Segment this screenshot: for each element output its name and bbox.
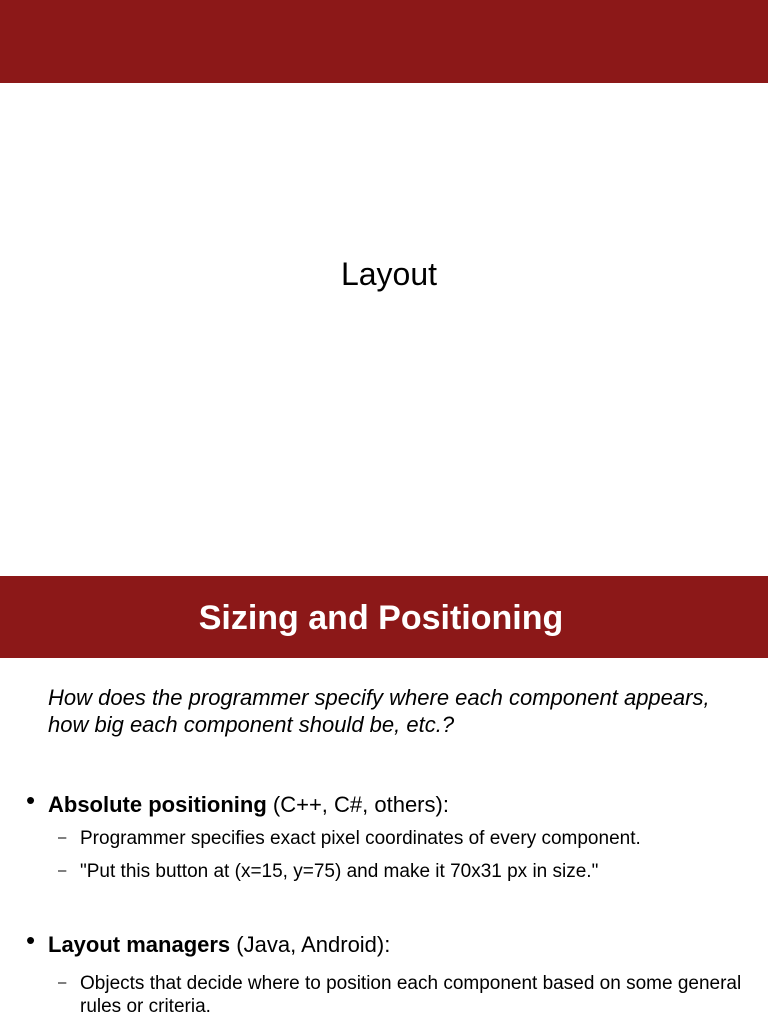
sub-bullet-text: Programmer specifies exact pixel coordinates of every component. [80,828,641,849]
header-band [0,576,768,658]
sub-bullet [58,860,758,883]
slide-title: Sizing and Positioning [198,599,564,637]
slide-title: Layout [340,256,438,292]
intro-question: How does the programmer specify where each component appears, how big each component should be, etc.? [48,685,710,737]
bullet-heading: Absolute positioning [48,792,267,817]
sub-bullet [58,972,758,1018]
bullet-text [48,792,449,817]
bullet-layout-managers [26,925,756,960]
title-band [0,0,768,83]
sub-bullet-text: "Put this button at (x=15, y=75) and make it 70x31 px in size." [80,861,599,882]
dash-icon: – [58,974,67,991]
bullet-icon: • [26,925,36,955]
bullet-absolute-positioning [26,785,756,820]
bullet-icon: • [26,785,36,815]
sub-bullet [58,827,758,850]
dash-icon: – [58,829,67,846]
bullet-detail: (Java, Android): [230,932,391,957]
dash-icon: – [58,862,67,879]
bullet-heading: Layout managers [48,932,231,957]
bullet-text [48,932,390,957]
sub-bullet-text: Objects that decide where to position each component based on some general rules or criteria. [80,973,742,1017]
bullet-detail: (C++, C#, others): [266,792,449,817]
slide-sizing-and-positioning [0,576,768,1024]
